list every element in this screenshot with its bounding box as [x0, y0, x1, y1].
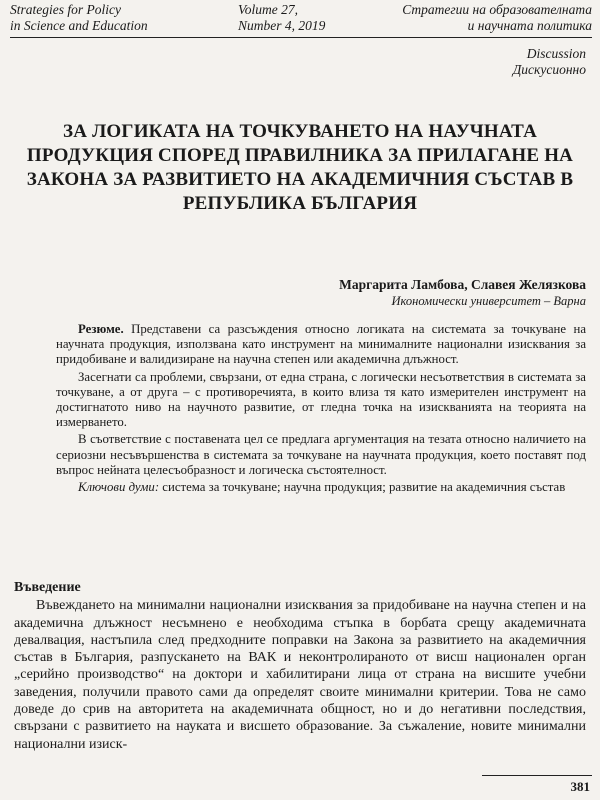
abstract-paragraph-3: В съответствие с поставената цел се предлага аргументация на тезата относно наличието на сериозни несъвършенства в системата за точкуване на научната продукция, което поставят под въпрос нейната целесъобразност и логическа състоятелност.: [56, 432, 586, 477]
section-type: [513, 46, 586, 78]
footer-divider: [482, 775, 592, 776]
keywords: [56, 480, 586, 495]
abstract-paragraph-2: Засегнати са проблеми, свързани, от една страна, с логически несъответствия в системата за точкуване, а от друга – с противоречията, в които влиза тя като измерителен инструмент на достигнатото ниво на научното развитие, от гледна точка на изискванията на теорията на измерването.: [56, 369, 586, 430]
author-affiliation: Икономически университет – Варна: [391, 294, 586, 308]
keywords-text: система за точкуване; научна продукция; развитие на академичния състав: [162, 480, 566, 495]
volume-label: Volume 27,: [238, 2, 298, 17]
journal-name-line-2: in Science and Education: [10, 18, 148, 33]
journal-name-bg-line-1: Стратегии на образователната: [402, 2, 592, 17]
issue-info: [238, 2, 325, 34]
introduction-heading: Въведение: [14, 580, 81, 595]
journal-name-bg: [402, 2, 592, 34]
author-block: [339, 276, 586, 309]
journal-name-bg-line-2: и научната политика: [467, 18, 592, 33]
introduction-paragraph: Въвеждането на минимални национални изисквания за придобиване на научна степен и на академична длъжност несъмнено е необходима стъпка в борбата срещу академичната девалвация, настъпила след предходните поправки на Закона за развитието на академичния състав в България, разпускането на ВАК и неконтролираното от висш национален орган „серийно производство“ на доктори и хабилитирани лица от страна на висшите учебни заведения, получили правото сами да определят своите минимални критерии. Това не само доведе до срив на авторитета на академичната общност, но и до негативни последствия, свързани с развитието на науката и висшето образование. За съжаление, новите минимални национални изиск-: [14, 598, 586, 752]
abstract-label: Резюме.: [78, 322, 124, 336]
page-number: 381: [570, 779, 590, 794]
abstract-paragraph-1: [56, 322, 586, 368]
keywords-label: Ключови думи:: [78, 480, 160, 495]
article-title: ЗА ЛОГИКАТА НА ТОЧКУВАНЕТО НА НАУЧНАТА ПРОДУКЦИЯ СПОРЕД ПРАВИЛНИКА ЗА ПРИЛАГАНЕ НА ЗАКОНА ЗА РАЗВИТИЕТО НА АКАДЕМИЧНИЯ СЪСТАВ В РЕПУБЛИКА БЪЛГАРИЯ: [26, 121, 574, 214]
abstract-text-1: Представени са разсъждения относно логиката на системата за точкуване на научната продукция, използвана като инструмент на минималните национални изисквания за придобиване и валидизиране на научна степен или академична длъжност.: [56, 322, 587, 367]
journal-name-en: [10, 2, 148, 34]
introduction-section: [14, 579, 586, 753]
running-header: [10, 2, 592, 42]
number-label: Number 4, 2019: [238, 18, 326, 33]
journal-name-line-1: Strategies for Policy: [10, 2, 121, 17]
author-names: Маргарита Ламбова, Славея Желязкова: [339, 277, 586, 292]
section-label-bg: Дискусионно: [512, 62, 586, 77]
abstract: [56, 322, 586, 497]
header-divider: [10, 37, 592, 38]
section-label-en: Discussion: [526, 46, 586, 61]
